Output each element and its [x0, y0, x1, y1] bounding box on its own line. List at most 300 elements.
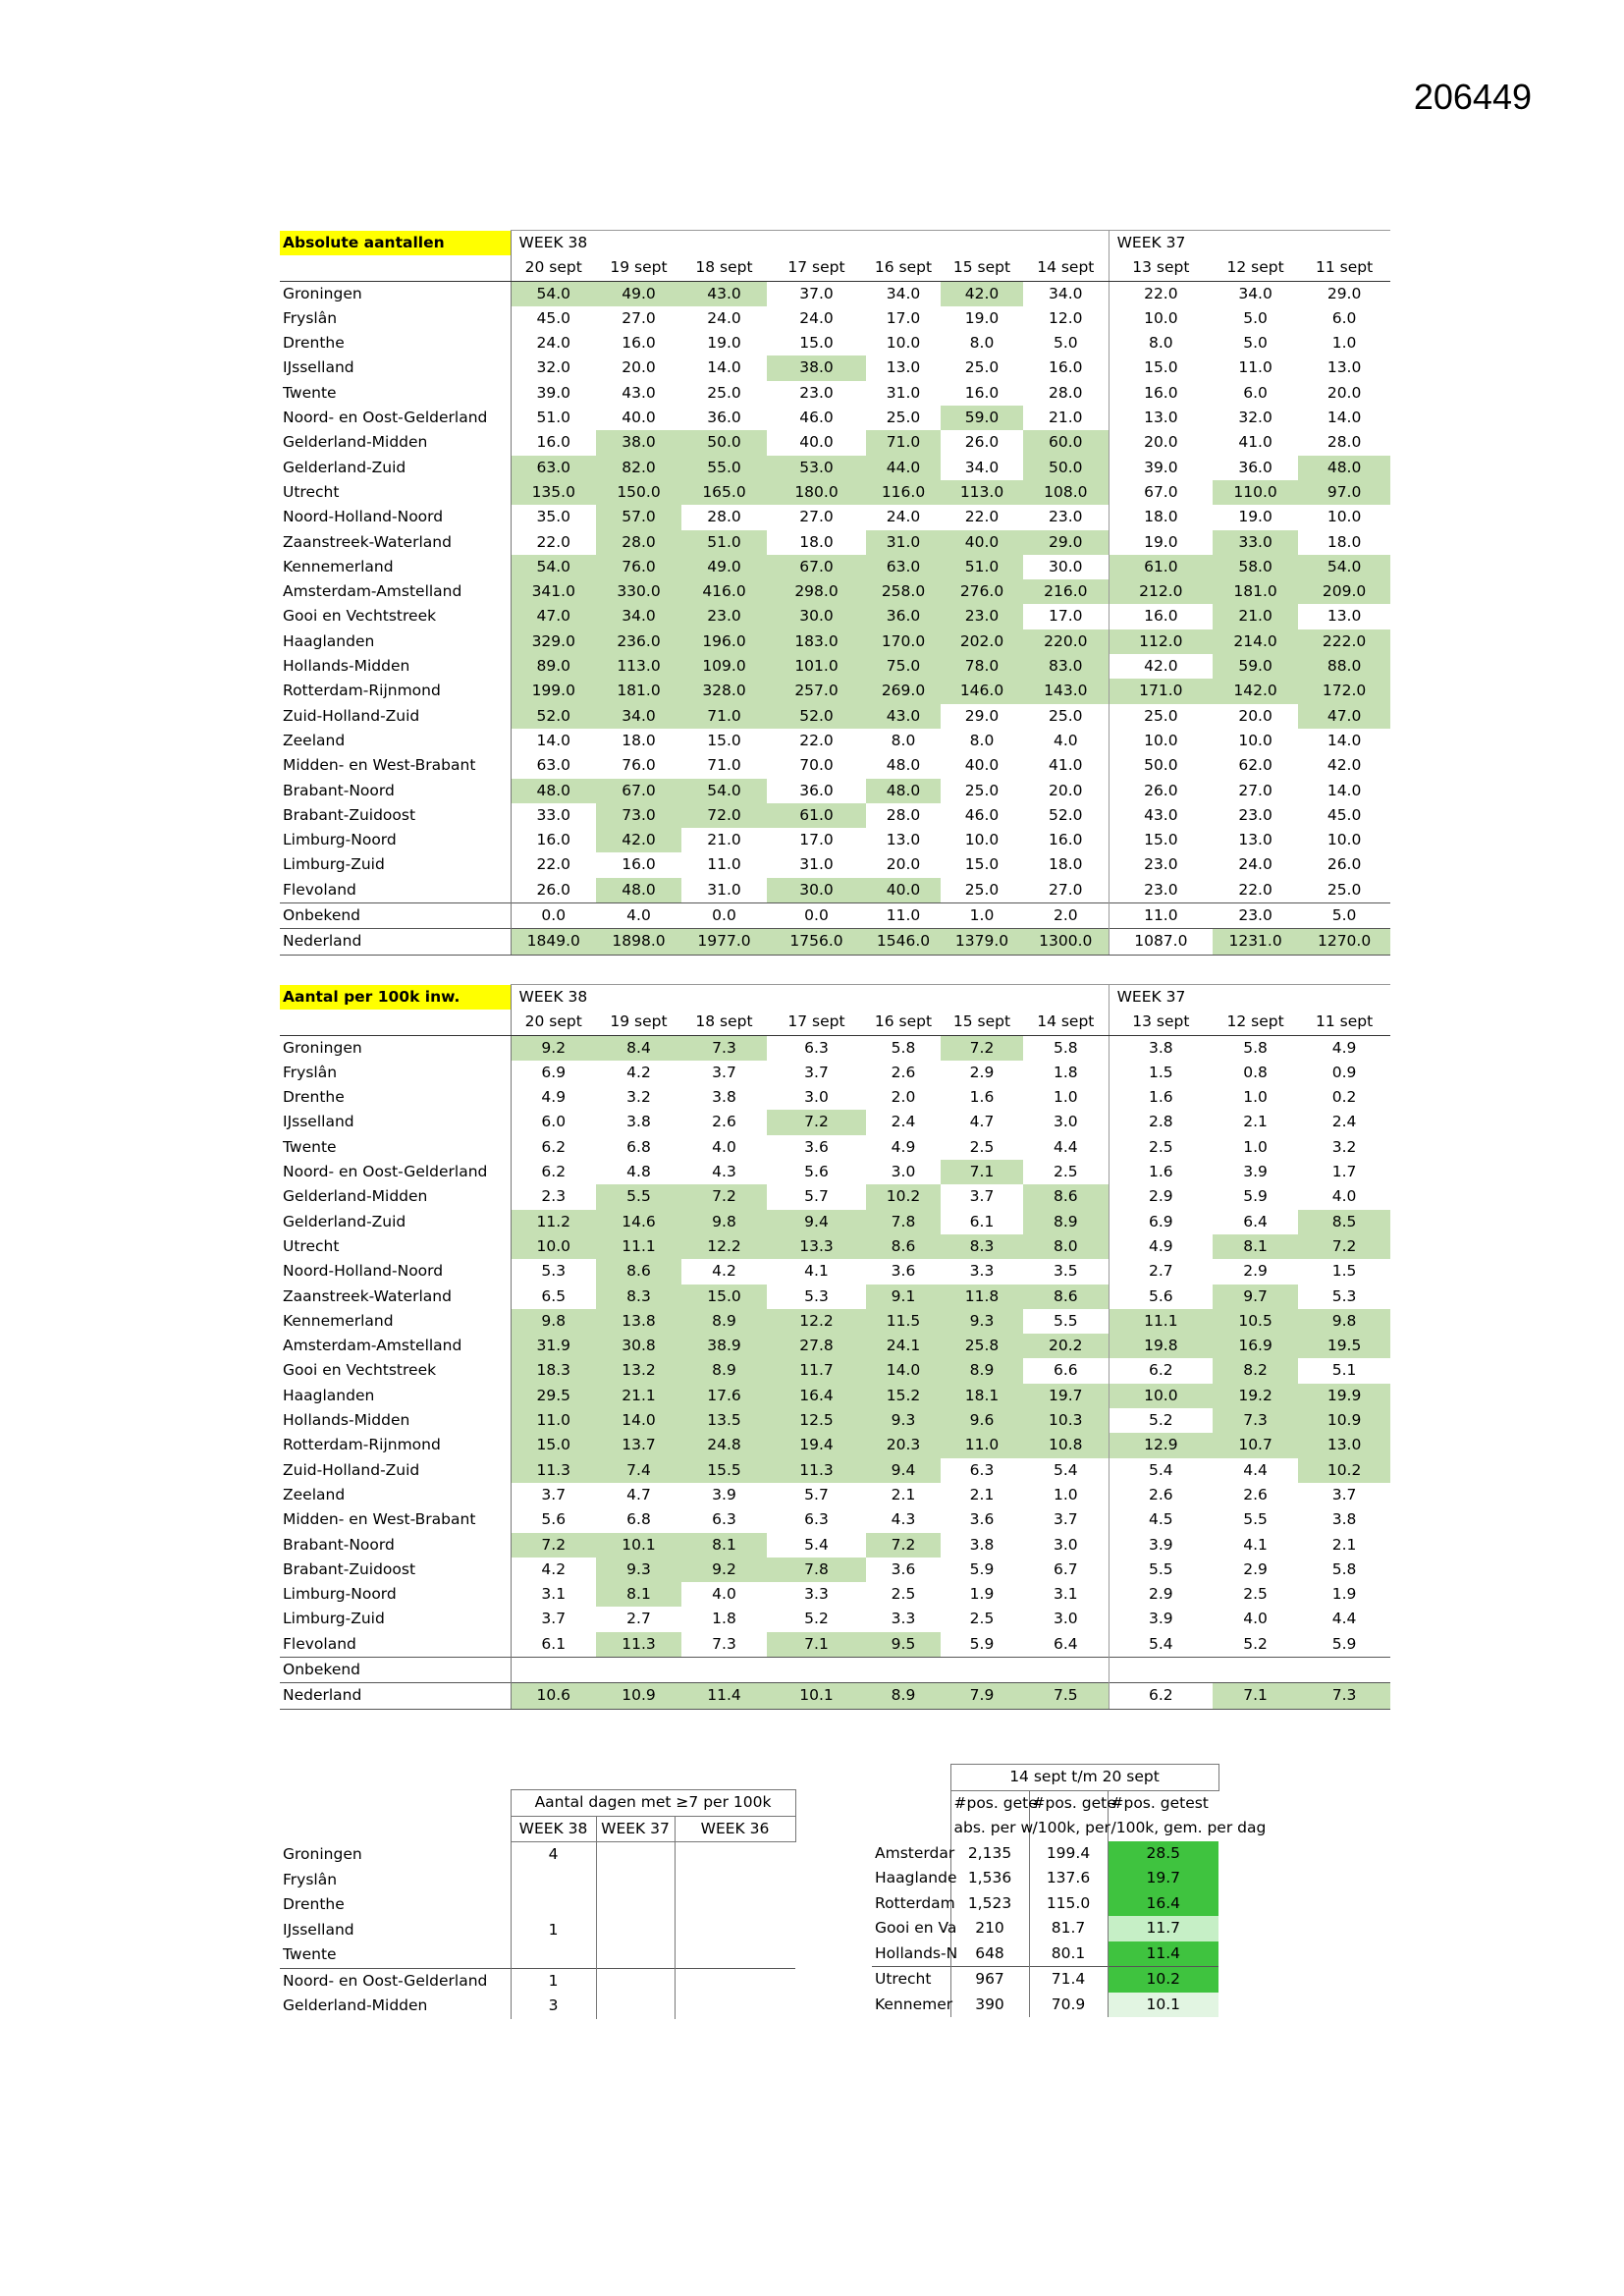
value-cell: 4.7	[969, 1113, 995, 1131]
value-cell: 22.0	[511, 852, 596, 877]
value-cell: 4.0	[596, 903, 681, 929]
value-cell: 13.0	[1238, 831, 1272, 849]
value-cell: 8.6	[1023, 1285, 1109, 1309]
value-cell: 1.9	[969, 1585, 995, 1604]
value-cell: 10.0	[1326, 831, 1362, 849]
value-cell: 1977.0	[681, 929, 767, 955]
region-name: Haaglanden	[283, 1386, 375, 1404]
value-cell: 8.3	[941, 1234, 1023, 1259]
value-cell	[596, 1918, 675, 1943]
value-cell: 16.4	[767, 1384, 866, 1408]
table-row	[280, 381, 1390, 406]
value-cell: 48.0	[511, 779, 596, 803]
value-cell	[511, 1658, 596, 1683]
region-name: Brabant-Zuidoost	[283, 1559, 416, 1578]
value-cell: 15.5	[681, 1458, 767, 1483]
value-cell: 3.8	[1331, 1510, 1357, 1529]
table-row	[280, 1533, 1390, 1558]
value-cell: 23.0	[1109, 878, 1213, 903]
value-cell: 4.4	[1243, 1460, 1268, 1479]
value-cell: 73.0	[596, 803, 681, 828]
absolute-value: 967	[950, 1967, 1029, 1993]
value-cell: 23.0	[1238, 805, 1272, 824]
region-name: Flevoland	[283, 1634, 356, 1653]
value-cell: 11.0	[941, 1433, 1023, 1457]
value-cell: 110.0	[1213, 480, 1298, 505]
value-cell: 61.0	[767, 803, 866, 828]
value-cell: 8.0	[969, 731, 995, 749]
value-cell: 50.0	[1109, 753, 1213, 778]
table-row	[872, 1916, 1218, 1941]
value-cell: 18.0	[1049, 855, 1083, 874]
value-cell: 9.5	[866, 1632, 941, 1658]
value-cell: 4	[511, 1842, 596, 1868]
value-cell: 25.0	[1326, 880, 1362, 899]
value-cell: 5.7	[804, 1187, 829, 1206]
value-cell: 19.8	[1109, 1334, 1213, 1358]
value-cell: 8.9	[1023, 1210, 1109, 1234]
value-cell: 10.7	[1213, 1433, 1298, 1457]
table-row	[280, 355, 1390, 380]
region-name: Zeeland	[283, 731, 346, 749]
value-cell: 52.0	[767, 704, 866, 729]
value-cell: 63.0	[511, 753, 596, 778]
daily-avg-value: 19.7	[1108, 1866, 1218, 1891]
daily-avg-value: 11.4	[1108, 1941, 1218, 1967]
value-cell: 7.1	[941, 1160, 1023, 1184]
value-cell: 10.9	[1298, 1408, 1390, 1433]
value-cell: 13.0	[1109, 406, 1213, 430]
value-cell: 4.4	[1331, 1610, 1357, 1628]
table-row	[280, 1184, 1390, 1209]
value-cell: 12.0	[1049, 308, 1083, 327]
column-header: #pos. getest	[1108, 1790, 1218, 1816]
value-cell: 27.0	[1049, 880, 1083, 899]
value-cell: 27.0	[799, 508, 834, 526]
value-cell: 63.0	[511, 456, 596, 480]
value-cell: 46.0	[799, 409, 834, 427]
value-cell: 16.0	[511, 430, 596, 455]
value-cell: 11.3	[596, 1632, 681, 1658]
value-cell: 3.8	[969, 1535, 995, 1554]
value-cell: 328.0	[681, 679, 767, 703]
date-header: 11 sept	[1298, 1010, 1390, 1035]
value-cell: 1300.0	[1023, 929, 1109, 955]
region-name: Fryslân	[283, 308, 338, 327]
value-cell: 10.6	[511, 1683, 596, 1709]
value-cell: 20.0	[622, 358, 656, 377]
value-cell: 59.0	[1213, 654, 1298, 679]
value-cell: 38.9	[681, 1334, 767, 1358]
value-cell: 76.0	[596, 555, 681, 579]
value-cell: 15.0	[707, 731, 741, 749]
value-cell: 8.5	[1298, 1210, 1390, 1234]
value-cell: 4.7	[626, 1485, 651, 1503]
value-cell: 2.6	[1109, 1483, 1213, 1507]
value-cell: 78.0	[941, 654, 1023, 679]
value-cell: 15.0	[1109, 355, 1213, 380]
value-cell: 9.3	[596, 1558, 681, 1582]
value-cell: 116.0	[866, 480, 941, 505]
region-name: Rotterdam-Rijnmond	[283, 1436, 441, 1454]
value-cell: 60.0	[1023, 430, 1109, 455]
value-cell: 13.0	[1326, 607, 1362, 626]
region-name: Gelderland-Zuid	[283, 458, 406, 476]
region-name: Fryslân	[283, 1063, 338, 1081]
value-cell: 29.5	[511, 1384, 596, 1408]
value-cell: 1.0	[1331, 334, 1357, 353]
value-cell: 214.0	[1213, 629, 1298, 654]
value-cell: 33.0	[511, 803, 596, 828]
week-header: WEEK 36	[675, 1816, 795, 1842]
value-cell: 3.8	[626, 1113, 651, 1131]
region-name: Amsterdam-Amstelland	[283, 1337, 462, 1355]
value-cell: 23.0	[1109, 852, 1213, 877]
value-cell: 181.0	[1213, 579, 1298, 604]
date-header: 11 sept	[1298, 255, 1390, 281]
value-cell: 50.0	[1023, 456, 1109, 480]
value-cell: 7.2	[511, 1533, 596, 1558]
value-cell: 53.0	[767, 456, 866, 480]
region-name: Midden- en West-Brabant	[283, 1510, 476, 1529]
value-cell: 216.0	[1023, 579, 1109, 604]
value-cell: 43.0	[622, 383, 656, 402]
date-header: 18 sept	[681, 255, 767, 281]
value-cell: 1.0	[1243, 1137, 1268, 1156]
value-cell	[675, 1994, 795, 2019]
table-row	[280, 1458, 1390, 1483]
value-cell	[511, 1868, 596, 1893]
value-cell: 49.0	[681, 555, 767, 579]
value-cell: 20.0	[1238, 706, 1272, 725]
value-cell: 9.2	[511, 1035, 596, 1061]
value-cell: 8.9	[866, 1683, 941, 1709]
table-row	[280, 1384, 1390, 1408]
date-header: 14 sept	[1023, 1010, 1109, 1035]
column-header: #pos. gete	[1029, 1790, 1108, 1816]
value-cell: 4.0	[1053, 731, 1078, 749]
value-cell: 9.4	[866, 1458, 941, 1483]
value-cell: 41.0	[1049, 756, 1083, 775]
empty-cell	[280, 1816, 511, 1842]
value-cell: 7.8	[767, 1558, 866, 1582]
value-cell: 8.6	[596, 1259, 681, 1284]
value-cell: 146.0	[941, 679, 1023, 703]
value-cell: 183.0	[767, 629, 866, 654]
value-cell: 7.3	[1298, 1683, 1390, 1709]
value-cell: 54.0	[511, 555, 596, 579]
week-header-row	[280, 231, 1390, 256]
region-name: Zeeland	[283, 1485, 346, 1503]
value-cell: 7.2	[1298, 1234, 1390, 1259]
value-cell: 26.0	[1326, 855, 1362, 874]
region-name: IJsselland	[283, 1113, 354, 1131]
region-name: Gooi en Vechtstreek	[283, 1361, 437, 1380]
value-cell: 5.3	[804, 1286, 829, 1305]
table-row	[280, 1234, 1390, 1259]
value-cell: 21.0	[1049, 409, 1083, 427]
value-cell: 34.0	[1049, 284, 1083, 302]
value-cell: 25.0	[1109, 704, 1213, 729]
value-cell: 7.8	[866, 1210, 941, 1234]
value-cell: 42.0	[1326, 756, 1362, 775]
value-cell: 2.7	[626, 1610, 651, 1628]
value-cell: 11.0	[1238, 358, 1272, 377]
value-cell: 16.0	[964, 383, 1000, 402]
value-cell: 15.0	[799, 334, 834, 353]
region-name: Onbekend	[280, 903, 511, 929]
per-100k-table	[280, 984, 1390, 1710]
value-cell: 41.0	[1238, 433, 1272, 452]
value-cell: 43.0	[866, 704, 941, 729]
value-cell	[1023, 1658, 1109, 1683]
value-cell: 54.0	[681, 779, 767, 803]
value-cell: 170.0	[866, 629, 941, 654]
value-cell: 6.8	[626, 1137, 651, 1156]
value-cell: 15.0	[964, 855, 1000, 874]
table-row	[280, 779, 1390, 803]
value-cell: 45.0	[1326, 805, 1362, 824]
value-cell: 11.3	[767, 1458, 866, 1483]
per-100k-value: 137.6	[1029, 1866, 1108, 1891]
value-cell: 6.4	[1053, 1634, 1078, 1653]
value-cell: 113.0	[596, 654, 681, 679]
date-header: 19 sept	[596, 1010, 681, 1035]
region-name: Noord-Holland-Noord	[283, 508, 444, 526]
value-cell: 25.8	[941, 1334, 1023, 1358]
value-cell: 11.2	[511, 1210, 596, 1234]
value-cell: 72.0	[681, 803, 767, 828]
value-cell: 6.1	[511, 1632, 596, 1658]
region-name: Drenthe	[283, 334, 345, 353]
empty-cell	[280, 1790, 511, 1817]
value-cell: 23.0	[1213, 903, 1298, 929]
table-row	[280, 1408, 1390, 1433]
value-cell: 9.1	[866, 1285, 941, 1309]
value-cell: 10.0	[1238, 731, 1272, 749]
region-name: Utrecht	[872, 1967, 950, 1993]
table-row	[280, 704, 1390, 729]
value-cell: 22.0	[799, 731, 834, 749]
value-cell: 21.0	[707, 831, 741, 849]
value-cell: 8.4	[596, 1035, 681, 1061]
absolute-value: 210	[950, 1916, 1029, 1941]
value-cell: 2.0	[1023, 903, 1109, 929]
value-cell: 2.5	[1053, 1163, 1078, 1181]
value-cell: 40.0	[622, 409, 656, 427]
value-cell: 63.0	[866, 555, 941, 579]
value-cell: 75.0	[866, 654, 941, 679]
value-cell: 1.9	[1331, 1585, 1357, 1604]
daily-avg-value: 11.7	[1108, 1916, 1218, 1941]
empty-cell	[280, 1010, 511, 1035]
table-row	[280, 530, 1390, 555]
date-header: 14 sept	[1023, 255, 1109, 281]
value-cell: 26.0	[964, 433, 1000, 452]
value-cell: 12.2	[681, 1234, 767, 1259]
value-cell: 5.9	[969, 1634, 995, 1653]
value-cell	[596, 1968, 675, 1994]
days-header-row	[280, 1790, 795, 1817]
days-header: Aantal dagen met ≥7 per 100k	[511, 1790, 795, 1817]
value-cell: 6.0	[1243, 383, 1268, 402]
value-cell: 212.0	[1109, 579, 1213, 604]
table-row	[280, 1582, 1390, 1607]
value-cell: 31.0	[866, 530, 941, 555]
value-cell: 5.8	[1331, 1559, 1357, 1578]
value-cell: 3.1	[1053, 1585, 1078, 1604]
table-row	[280, 1483, 1390, 1507]
value-cell: 19.0	[1109, 530, 1213, 555]
value-cell: 10.5	[1213, 1309, 1298, 1334]
value-cell: 15.0	[681, 1285, 767, 1309]
value-cell: 4.0	[1243, 1610, 1268, 1628]
value-cell: 36.0	[866, 604, 941, 629]
value-cell: 9.3	[941, 1309, 1023, 1334]
value-cell: 2.7	[1109, 1259, 1213, 1284]
region-name: Limburg-Noord	[283, 1585, 397, 1604]
region-name: IJsselland	[283, 358, 354, 377]
value-cell	[866, 1658, 941, 1683]
table-row	[280, 1842, 795, 1868]
table-row	[280, 1061, 1390, 1085]
value-cell: 13.7	[596, 1433, 681, 1457]
value-cell: 5.4	[804, 1535, 829, 1554]
value-cell	[675, 1868, 795, 1893]
rank-period-row	[872, 1765, 1218, 1791]
value-cell: 2.9	[1109, 1582, 1213, 1607]
value-cell: 11.0	[707, 855, 741, 874]
value-cell: 150.0	[596, 480, 681, 505]
region-name: Haaglanden	[283, 631, 375, 650]
period-header: 14 sept t/m 20 sept	[950, 1765, 1218, 1791]
region-name: Onbekend	[280, 1658, 511, 1683]
value-cell: 17.6	[681, 1384, 767, 1408]
value-cell: 18.0	[622, 731, 656, 749]
value-cell: 2.5	[1243, 1585, 1268, 1604]
value-cell: 43.0	[681, 281, 767, 306]
value-cell: 0.0	[511, 903, 596, 929]
value-cell: 7.2	[941, 1035, 1023, 1061]
value-cell: 5.6	[804, 1163, 829, 1181]
region-name: Brabant-Zuidoost	[283, 805, 416, 824]
value-cell: 2.5	[969, 1137, 995, 1156]
table-row	[280, 1892, 795, 1918]
value-cell: 21.0	[1213, 604, 1298, 629]
value-cell: 113.0	[941, 480, 1023, 505]
value-cell: 40.0	[799, 433, 834, 452]
value-cell: 67.0	[1109, 480, 1213, 505]
value-cell: 269.0	[866, 679, 941, 703]
value-cell: 10.1	[596, 1533, 681, 1558]
value-cell: 13.8	[596, 1309, 681, 1334]
total-row	[280, 929, 1390, 955]
value-cell: 3.6	[891, 1262, 916, 1281]
table-row	[872, 1993, 1218, 2018]
value-cell: 10.0	[1109, 729, 1213, 753]
region-name: Gooi en Va	[875, 1919, 957, 1937]
value-cell	[596, 1994, 675, 2019]
value-cell: 4.9	[1331, 1038, 1357, 1057]
value-cell: 31.0	[799, 855, 834, 874]
value-cell: 5.5	[1053, 1311, 1078, 1330]
value-cell: 101.0	[767, 654, 866, 679]
table-row	[280, 1160, 1390, 1184]
value-cell: 6.2	[511, 1160, 596, 1184]
table-row	[280, 604, 1390, 629]
region-name: Nederland	[280, 929, 511, 955]
value-cell: 3.0	[804, 1088, 829, 1107]
table-row	[280, 753, 1390, 778]
value-cell: 0.0	[681, 903, 767, 929]
table-row	[280, 1658, 1390, 1683]
value-cell: 181.0	[596, 679, 681, 703]
value-cell: 3.3	[804, 1585, 829, 1604]
rank-col-row	[872, 1790, 1218, 1816]
value-cell: 2.8	[1109, 1110, 1213, 1134]
table-row	[280, 1285, 1390, 1309]
value-cell: 82.0	[596, 456, 681, 480]
week-label: WEEK 38	[511, 231, 1109, 256]
value-cell: 28.0	[1049, 383, 1083, 402]
region-name: Twente	[283, 1137, 337, 1156]
value-cell	[1298, 1658, 1390, 1683]
value-cell: 19.0	[964, 308, 1000, 327]
value-cell: 46.0	[964, 805, 1000, 824]
value-cell: 5.5	[1243, 1510, 1268, 1529]
value-cell: 71.0	[681, 704, 767, 729]
value-cell: 30.0	[767, 604, 866, 629]
value-cell: 10.9	[596, 1683, 681, 1709]
value-cell: 5.0	[1053, 334, 1078, 353]
value-cell: 6.4	[1243, 1212, 1268, 1230]
table-row	[280, 1918, 795, 1943]
value-cell: 13.0	[886, 831, 921, 849]
value-cell: 25.0	[964, 781, 1000, 799]
region-name: Zaanstreek-Waterland	[283, 532, 452, 551]
value-cell: 1270.0	[1298, 929, 1390, 955]
value-cell: 4.9	[511, 1085, 596, 1110]
value-cell: 38.0	[767, 355, 866, 380]
table-row	[280, 828, 1390, 852]
table-row	[280, 1334, 1390, 1358]
value-cell: 52.0	[511, 704, 596, 729]
table-row	[280, 1433, 1390, 1457]
value-cell: 4.0	[712, 1585, 736, 1604]
value-cell: 0.8	[1243, 1063, 1268, 1081]
date-header: 16 sept	[866, 255, 941, 281]
per-100k-value: 71.4	[1029, 1967, 1108, 1993]
value-cell: 7.4	[596, 1458, 681, 1483]
value-cell: 6.3	[969, 1460, 995, 1479]
value-cell: 7.5	[1023, 1683, 1109, 1709]
value-cell: 24.0	[799, 308, 834, 327]
value-cell: 45.0	[511, 306, 596, 331]
value-cell: 8.1	[681, 1533, 767, 1558]
absolute-value: 648	[950, 1941, 1029, 1967]
value-cell	[675, 1892, 795, 1918]
table-row	[280, 505, 1390, 529]
value-cell: 14.0	[866, 1358, 941, 1383]
value-cell: 15.2	[866, 1384, 941, 1408]
value-cell: 1.6	[1109, 1160, 1213, 1184]
region-name: Hollands-N	[875, 1943, 958, 1962]
value-cell: 3.2	[626, 1088, 651, 1107]
value-cell: 1	[511, 1968, 596, 1994]
value-cell: 2.9	[1109, 1184, 1213, 1209]
table-row	[280, 654, 1390, 679]
value-cell	[675, 1942, 795, 1968]
